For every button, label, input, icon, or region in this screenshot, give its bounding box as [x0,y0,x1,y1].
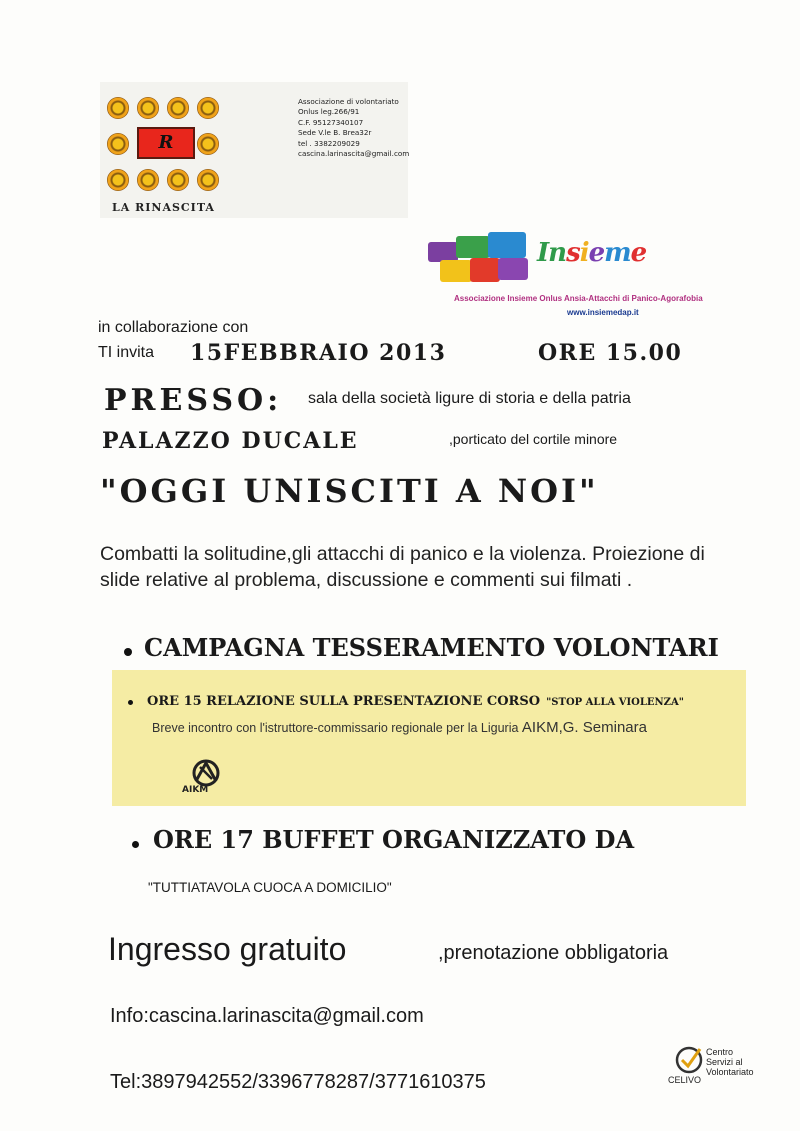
larinascita-logo [107,97,227,193]
celivo-line: Servizi al [706,1057,743,1067]
larinascita-info-line: C.F. 95127340107 [298,117,364,127]
buffet-label: ORE 17 BUFFET ORGANIZZATO DA [153,825,635,854]
event-title: "OGGI UNISCITI A NOI" [100,472,599,510]
aikm-logo-text: AIKM [182,785,209,795]
buffet-caterer: "TUTTIATAVOLA CUOCA A DOMICILIO" [148,880,392,895]
presso-label: PRESSO: [104,383,283,418]
larinascita-logo-letter: R [137,127,195,159]
larinascita-info-line: Onlus leg.266/91 [298,107,360,117]
relazione-label: ORE 15 RELAZIONE SULLA PRESENTAZIONE CORSO [147,694,541,709]
event-date: 15FEBBRAIO 2013 [190,340,447,366]
insieme-puzzle-logo [426,232,532,286]
venue-room: sala della società ligure di storia e della patria [308,390,631,407]
invite-text: TI invita [98,344,155,361]
aikm-logo [176,757,236,799]
contact-phones: Tel:3897942552/3396778287/3771610375 [110,1071,486,1093]
free-entry-text: Ingresso gratuito [108,931,347,967]
collaboration-text: in collaborazione con [98,319,249,336]
insieme-url: www.insiemedap.it [567,308,639,317]
celivo-logo [668,1045,768,1095]
bullet-icon [132,841,139,848]
buffet-item [132,825,634,854]
relazione-description [152,719,647,736]
bullet-icon [124,648,132,656]
celivo-line: Centro [706,1047,734,1057]
celivo-check-icon [674,1045,704,1075]
relazione-instructor: AIKM,G. Seminara [521,719,647,736]
booking-required-text: ,prenotazione obbligatoria [438,942,669,964]
larinascita-name: LA RINASCITA [112,201,215,214]
larinascita-info [298,97,409,159]
larinascita-info-line: tel . 3382209029 [298,138,360,148]
celivo-full-name [706,1047,754,1077]
venue-location-detail: ,porticato del cortile minore [449,431,618,447]
relazione-breve-text: Breve incontro con l'istruttore-commissario regionale per la Liguria [152,721,519,735]
event-description: Combatti la solitudine,gli attacchi di panico e la violenza. Proiezione di slide relative al problema, discussione e commenti sui filmati . [100,543,705,591]
campagna-label: CAMPAGNA TESSERAMENTO VOLONTARI [144,633,719,662]
larinascita-info-line: Sede V.le B. Brea32r [298,128,372,138]
larinascita-email: cascina.larinascita@gmail.com [298,149,410,159]
larinascita-info-line: Associazione di volontariato [298,97,399,106]
insieme-wordmark: Insieme [537,238,647,268]
contact-email: Info:cascina.larinascita@gmail.com [110,1005,424,1027]
insieme-caption: Associazione Insieme Onlus Ansia-Attacchi di Panico-Agorafobia [454,294,703,303]
relazione-item [128,694,684,709]
bullet-icon [128,700,133,705]
venue-building: PALAZZO DUCALE [102,428,359,454]
celivo-acronym: CELIVO [668,1075,702,1085]
celivo-line: Volontariato [706,1067,754,1077]
campagna-item [124,633,719,662]
relazione-course-name: "STOP ALLA VIOLENZA" [546,697,684,708]
event-time: ORE 15.00 [538,340,683,366]
